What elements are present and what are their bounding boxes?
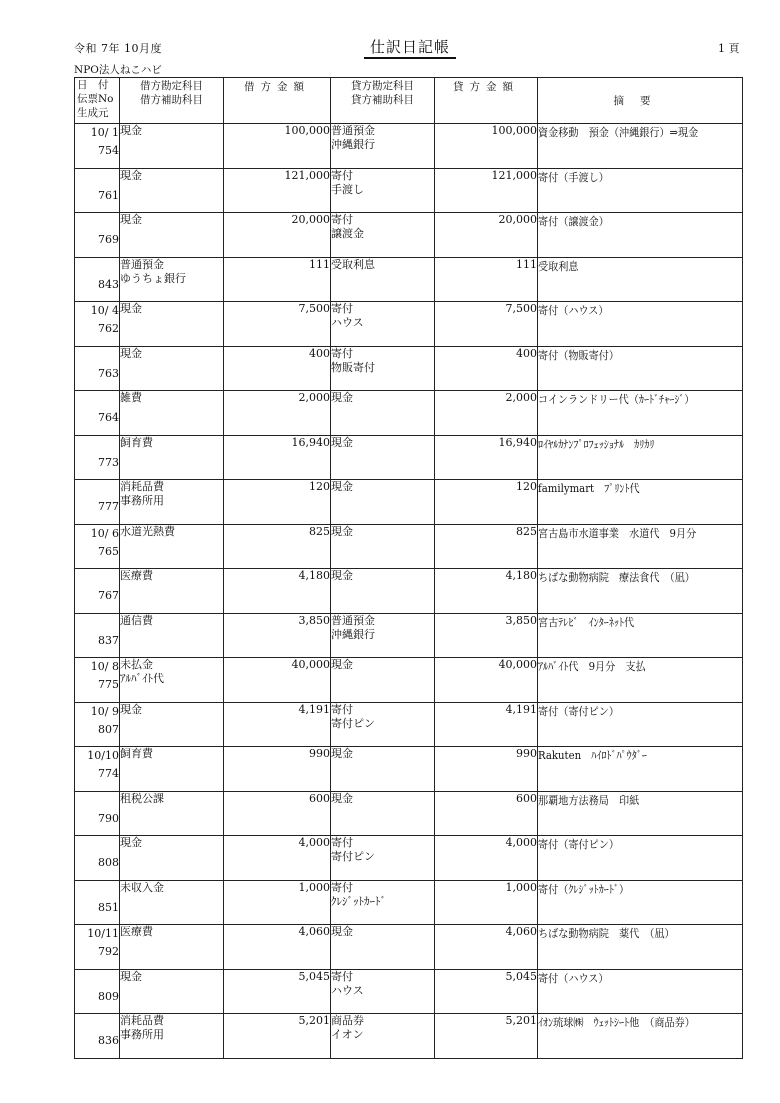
memo-text: 那覇地方法務局 印紙 [538,793,640,807]
date-cell [75,302,120,347]
entry-date: 10/11 [87,927,119,940]
debit-account-cell [120,1014,224,1059]
debit-account: 医療費 [120,925,153,938]
credit-account-cell [331,658,435,703]
debit-account: 普通預金 [120,257,164,271]
debit-sub-account: 事務所用 [120,1028,164,1041]
slip-no-header-label: 伝票No [77,93,114,105]
credit-account: 普通預金 [331,124,375,137]
journal-row [75,702,743,747]
debit-amount: 5,045 [224,969,331,1014]
credit-sub-account: ハウス [331,983,364,997]
credit-amount: 7,500 [435,302,538,347]
credit-amount: 4,191 [435,702,538,747]
date-header-label: 日 付 [77,79,109,91]
period-label: 令和 7年 10月度 [74,42,162,55]
debit-account-cell [120,124,224,169]
credit-account: 寄付 [331,168,353,182]
memo-cell [538,435,743,480]
journal-row [75,925,743,970]
date-cell [75,346,120,391]
credit-account-cell [331,747,435,792]
slip-number: 774 [98,767,119,780]
debit-account-cell [120,435,224,480]
journal-row [75,435,743,480]
slip-number: 843 [98,277,119,291]
date-cell [75,836,120,881]
credit-account-cell [331,836,435,881]
entry-date: 10/ 8 [90,660,119,673]
memo-text: ちばな動物病院 薬代 （凪） [538,927,675,940]
date-cell [75,391,120,436]
debit-sub-account: 事務所用 [120,494,164,507]
credit-account: 現金 [331,658,353,671]
slip-number: 775 [98,678,119,691]
debit-amount: 3,850 [224,613,331,658]
page-number: 1 頁 [718,42,740,55]
date-cell [75,969,120,1014]
slip-number: 792 [98,945,119,958]
debit-account: 現金 [120,213,142,226]
journal-row [75,124,743,169]
debit-account: 現金 [120,836,142,849]
credit-account-cell [331,480,435,525]
entry-date [75,836,119,856]
slip-number: 763 [98,366,119,380]
slip-number: 790 [98,811,119,825]
entry-date: 10/ 9 [90,704,119,718]
debit-amount: 4,180 [224,569,331,614]
credit-amount: 100,000 [435,124,538,169]
memo-cell [538,213,743,258]
debit-amount: 4,000 [224,836,331,881]
credit-account: 現金 [331,791,353,805]
debit-account-cell [120,658,224,703]
memo-text: 寄付（寄付ピン） [538,704,619,718]
journal-row [75,969,743,1014]
memo-text: familymart ﾌﾟﾘﾝﾄ代 [538,482,640,495]
credit-account: 現金 [331,391,353,404]
credit-amount: 4,060 [435,925,538,970]
credit-amount: 990 [435,747,538,792]
credit-account: 現金 [331,524,353,538]
credit-amount: 111 [435,257,538,302]
date-cell [75,124,120,169]
debit-account: 水道光熱費 [120,524,175,538]
memo-text: ｲｵﾝ琉球㈱ ｳｪｯﾄｼｰﾄ他 （商品券） [538,1016,695,1029]
debit-amount: 5,201 [224,1014,331,1059]
credit-account: 現金 [331,747,353,760]
entry-date [75,970,119,990]
debit-account: 現金 [120,124,142,137]
debit-amount: 7,500 [224,302,331,347]
credit-account: 現金 [331,569,353,582]
credit-account-cell [331,213,435,258]
credit-amount: 20,000 [435,213,538,258]
credit-amount: 5,045 [435,969,538,1014]
memo-cell [538,524,743,569]
debit-account-cell [120,747,224,792]
memo-cell [538,969,743,1014]
memo-text: 寄付（ハウス） [538,304,609,317]
debit-account: 現金 [120,302,142,315]
credit-sub-account: 寄付ピン [331,716,375,730]
debit-account-cell [120,569,224,614]
debit-amount: 111 [224,257,331,302]
memo-cell [538,257,743,302]
entry-date [75,213,119,233]
credit-account: 寄付 [331,213,353,226]
debit-amount: 40,000 [224,658,331,703]
memo-cell [538,747,743,792]
entry-date [75,881,119,901]
journal-row [75,524,743,569]
memo-cell [538,836,743,881]
memo-text: ﾛｲﾔﾙｶﾅﾝﾌﾟﾛﾌｪｯｼｮﾅﾙ ｶﾘｶﾘ [538,437,655,451]
memo-cell [538,702,743,747]
slip-number: 769 [98,233,119,246]
credit-account-cell [331,524,435,569]
credit-account-cell [331,435,435,480]
debit-sub-header-label: 借方補助科目 [140,94,203,106]
debit-account-cell [120,346,224,391]
slip-number: 809 [98,989,119,1003]
debit-account: 通信費 [120,613,153,627]
date-cell [75,791,120,836]
entry-date [75,391,119,411]
credit-account-cell [331,969,435,1014]
memo-cell [538,613,743,658]
source-header-label: 生成元 [77,107,109,119]
credit-sub-account: 手渡し [331,182,364,196]
entry-date: 10/10 [87,749,119,762]
journal-row [75,658,743,703]
debit-account-cell [120,791,224,836]
credit-sub-account: 譲渡金 [331,227,364,240]
credit-account: 受取利息 [331,257,375,271]
slip-number: 765 [98,544,119,558]
credit-amount: 5,201 [435,1014,538,1059]
credit-amount: 825 [435,524,538,569]
journal-row [75,836,743,881]
debit-account-cell [120,836,224,881]
document-title [370,36,450,57]
memo-cell [538,124,743,169]
slip-number: 767 [98,589,119,602]
debit-account: 消耗品費 [120,1014,164,1027]
debit-account-cell [120,925,224,970]
credit-account-cell [331,391,435,436]
debit-amount: 990 [224,747,331,792]
debit-account-column-header [120,78,224,124]
debit-account-cell [120,880,224,925]
slip-number: 851 [98,900,119,914]
debit-amount: 121,000 [224,168,331,213]
entry-date: 10/ 6 [90,526,119,540]
document-title-text: 仕訳日記帳 [370,38,451,56]
journal-header [75,78,743,124]
debit-account: 飼育費 [120,435,153,449]
debit-account-cell [120,391,224,436]
credit-account: 商品券 [331,1014,364,1027]
entry-date [75,258,119,278]
memo-text: 寄付（手渡し） [538,170,609,184]
credit-account-cell [331,302,435,347]
debit-amount: 825 [224,524,331,569]
slip-number: 836 [98,1034,119,1047]
debit-account-cell [120,257,224,302]
debit-account-cell [120,702,224,747]
journal-row [75,213,743,258]
credit-sub-header-label: 貸方補助科目 [351,94,414,106]
journal-body [75,124,743,1059]
debit-amount: 1,000 [224,880,331,925]
credit-amount: 4,000 [435,836,538,881]
organization-name: NPO法人ねこハビ [74,64,162,76]
memo-cell [538,658,743,703]
journal-row [75,257,743,302]
debit-sub-account: ゆうちょ銀行 [120,271,186,285]
memo-text: 寄付（譲渡金） [538,215,609,228]
credit-amount: 4,180 [435,569,538,614]
credit-account-cell [331,880,435,925]
credit-account-cell [331,124,435,169]
memo-cell [538,791,743,836]
date-cell [75,435,120,480]
credit-account: 現金 [331,480,353,493]
credit-account-cell [331,702,435,747]
date-cell [75,658,120,703]
credit-account: 現金 [331,925,353,938]
credit-sub-account: 沖縄銀行 [331,138,375,151]
debit-account: 現金 [120,346,142,360]
memo-cell [538,480,743,525]
credit-account-cell [331,569,435,614]
debit-account: 医療費 [120,569,153,582]
date-cell [75,257,120,302]
memo-cell [538,569,743,614]
memo-text: 寄付（ハウス） [538,971,609,985]
memo-text: 受取利息 [538,259,579,273]
credit-account: 寄付 [331,302,353,315]
credit-account-cell [331,346,435,391]
credit-account-cell [331,613,435,658]
credit-sub-account: イオン [331,1028,364,1041]
memo-text: ｱﾙﾊﾞｲﾄ代 9月分 支払 [538,660,646,673]
debit-account-cell [120,168,224,213]
memo-text: 宮古島市水道事業 水道代 9月分 [538,526,697,540]
credit-account-column-header [331,78,435,124]
credit-amount: 600 [435,791,538,836]
credit-amount: 1,000 [435,880,538,925]
debit-account: 飼育費 [120,747,153,760]
entry-date [75,169,119,189]
date-cell [75,747,120,792]
memo-cell [538,302,743,347]
debit-sub-account: ｱﾙﾊﾞｲﾄ代 [120,672,164,685]
slip-number: 761 [98,188,119,202]
debit-amount: 4,060 [224,925,331,970]
debit-account: 現金 [120,168,142,182]
credit-amount: 120 [435,480,538,525]
journal-row [75,480,743,525]
slip-number: 754 [98,144,119,157]
credit-account-cell [331,1014,435,1059]
memo-text: ちばな動物病院 療法食代 （凪） [538,571,695,584]
credit-amount: 121,000 [435,168,538,213]
debit-amount: 400 [224,346,331,391]
date-cell [75,1014,120,1059]
journal-row [75,391,743,436]
credit-account-cell [331,257,435,302]
debit-account-cell [120,524,224,569]
memo-text: 寄付（物販寄付） [538,348,619,362]
credit-account-cell [331,168,435,213]
date-column-header [75,78,120,124]
title-underline [364,57,456,59]
memo-cell [538,925,743,970]
credit-sub-account: ハウス [331,316,364,329]
memo-cell [538,1014,743,1059]
credit-account: 寄付 [331,836,353,849]
journal-row [75,880,743,925]
slip-number: 762 [98,322,119,335]
credit-sub-account: 寄付ピン [331,850,375,863]
debit-account: 雑費 [120,391,142,404]
debit-amount: 4,191 [224,702,331,747]
memo-text: コインランドリー代（ｶｰﾄﾞﾁｬｰｼﾞ） [538,393,695,406]
debit-amount: 20,000 [224,213,331,258]
entry-date: 10/ 4 [90,304,119,317]
credit-amount: 2,000 [435,391,538,436]
debit-amount-column-header: 借方金額 [224,78,331,124]
debit-account: 現金 [120,969,142,983]
date-cell [75,569,120,614]
journal-row [75,168,743,213]
journal-row [75,1014,743,1059]
memo-cell [538,346,743,391]
credit-account: 寄付 [331,346,353,360]
credit-amount: 16,940 [435,435,538,480]
entry-date [75,1014,119,1034]
credit-account-cell [331,791,435,836]
debit-amount: 100,000 [224,124,331,169]
credit-sub-account: ｸﾚｼﾞｯﾄｶｰﾄﾞ [331,894,386,908]
debit-account: 消耗品費 [120,480,164,493]
debit-amount: 16,940 [224,435,331,480]
memo-column-header: 摘要 [538,78,743,124]
debit-account: 未収入金 [120,880,164,894]
journal-row [75,791,743,836]
entry-date [75,792,119,812]
slip-number: 808 [98,856,119,869]
entry-date [75,347,119,367]
header-row [75,78,743,124]
slip-number: 764 [98,411,119,424]
journal-row [75,569,743,614]
memo-text: 宮古ﾃﾚﾋﾞ ｲﾝﾀｰﾈｯﾄ代 [538,615,635,629]
debit-account: 現金 [120,702,142,716]
credit-amount-column-header: 貸方金額 [435,78,538,124]
memo-cell [538,168,743,213]
memo-text: Rakuten ﾊｲﾛﾄﾞﾊﾟｳﾀﾞｰ [538,749,647,762]
debit-amount: 2,000 [224,391,331,436]
memo-text: 寄付（寄付ピン） [538,838,619,851]
journal-row [75,302,743,347]
debit-account: 未払金 [120,658,153,671]
credit-account: 寄付 [331,702,353,716]
journal-table [74,77,743,1059]
entry-date [75,436,119,456]
slip-number: 837 [98,633,119,647]
debit-account-header-label: 借方勘定科目 [140,80,203,92]
credit-account-header-label: 貸方勘定科目 [351,80,414,92]
debit-account-cell [120,613,224,658]
date-cell [75,613,120,658]
debit-account-cell [120,969,224,1014]
date-cell [75,168,120,213]
debit-account: 租税公課 [120,791,164,805]
date-cell [75,524,120,569]
date-cell [75,480,120,525]
debit-amount: 120 [224,480,331,525]
slip-number: 807 [98,722,119,736]
credit-amount: 3,850 [435,613,538,658]
slip-number: 773 [98,455,119,469]
date-cell [75,880,120,925]
credit-account: 寄付 [331,969,353,983]
credit-account-cell [331,925,435,970]
entry-date [75,614,119,634]
memo-text: 寄付（ｸﾚｼﾞｯﾄｶｰﾄﾞ） [538,882,630,896]
debit-amount: 600 [224,791,331,836]
date-cell [75,925,120,970]
credit-sub-account: 沖縄銀行 [331,627,375,641]
credit-amount: 40,000 [435,658,538,703]
memo-text: 資金移動 預金（沖縄銀行）⇒現金 [538,126,699,139]
memo-cell [538,391,743,436]
credit-sub-account: 物販寄付 [331,360,375,374]
entry-date [75,569,119,589]
debit-account-cell [120,302,224,347]
credit-account: 寄付 [331,880,353,894]
debit-account-cell [120,213,224,258]
entry-date: 10/ 1 [90,126,119,139]
date-cell [75,702,120,747]
journal-row [75,747,743,792]
entry-date [75,480,119,500]
slip-number: 777 [98,500,119,513]
date-cell [75,213,120,258]
journal-row [75,346,743,391]
memo-cell [538,880,743,925]
credit-account: 現金 [331,435,353,449]
credit-account: 普通預金 [331,613,375,627]
credit-amount: 400 [435,346,538,391]
journal-row [75,613,743,658]
debit-account-cell [120,480,224,525]
